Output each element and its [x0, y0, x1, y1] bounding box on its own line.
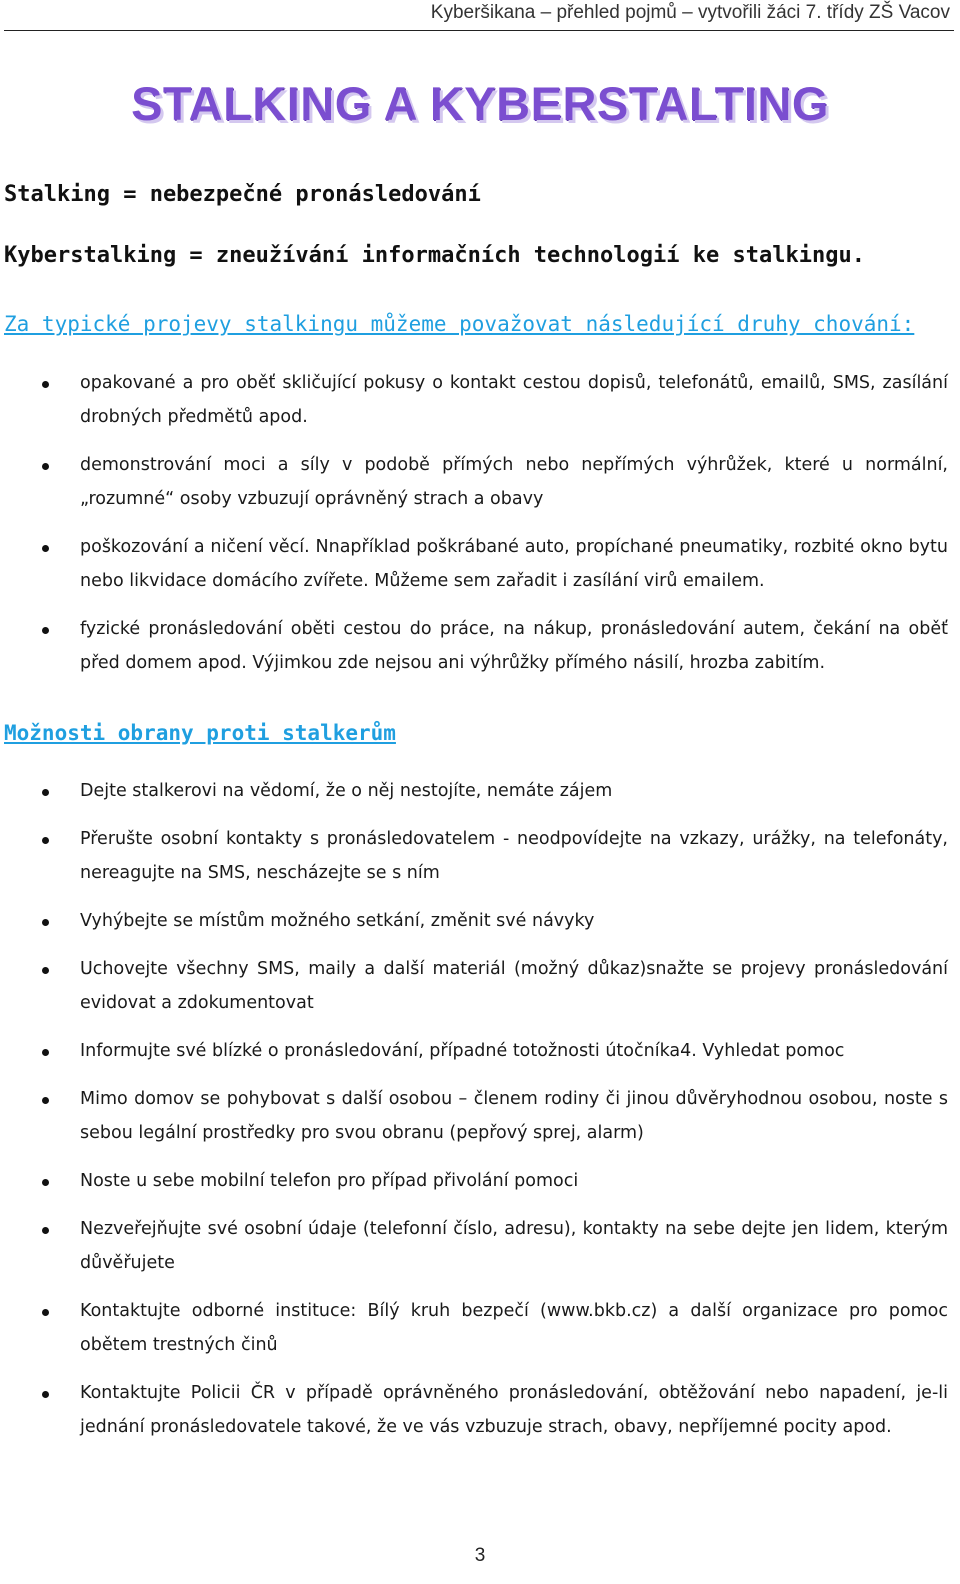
list-item-text: Vyhýbejte se místům možného setkání, změnit své návyky — [80, 911, 595, 931]
list-item — [0, 530, 948, 598]
list-item — [0, 448, 948, 516]
list-item-text: Kontaktujte Policii ČR v případě oprávněného pronásledování, obtěžování nebo napadení, je-li jednání pronásledovatele takové, že ve vás vzbuzuje strach, obavy, nepříjemné pocity apod. — [80, 1383, 948, 1437]
definition-stalking: Stalking = nebezpečné pronásledování — [4, 182, 481, 207]
list-item — [0, 904, 948, 938]
defense-list — [0, 774, 948, 1458]
list-item — [0, 1082, 948, 1150]
list-item-text: fyzické pronásledování oběti cestou do práce, na nákup, pronásledování autem, čekání na oběť před domem apod. Výjimkou zde nejsou ani výhrůžky přímého násilí, hrozba zabitím. — [80, 619, 948, 673]
page-header — [4, 0, 954, 31]
list-item-text: Přerušte osobní kontakty s pronásledovatelem - neodpovídejte na vzkazy, urážky, na telefonáty, nereagujte na SMS, nescházejte se s ním — [80, 829, 948, 883]
list-item — [0, 1034, 948, 1068]
list-item — [0, 1376, 948, 1444]
header-text: Kyberšikana – přehled pojmů – vytvořili žáci 7. třídy ZŠ Vacov — [430, 2, 950, 23]
list-item — [0, 1294, 948, 1362]
list-item — [0, 612, 948, 680]
list-item-text: Nezveřejňujte své osobní údaje (telefonní číslo, adresu), kontakty na sebe dejte jen lidem, kterým důvěřujete — [80, 1219, 948, 1273]
list-item-text: demonstrování moci a síly v podobě přímých nebo nepřímých výhrůžek, které u normální, „rozumné“ osoby vzbuzují oprávněný strach a obavy — [80, 455, 948, 509]
bullet-icon — [42, 967, 49, 974]
bullet-icon — [42, 837, 49, 844]
bullet-icon — [42, 381, 49, 388]
list-item — [0, 366, 948, 434]
section-heading-defense: Možnosti obrany proti stalkerům — [4, 721, 396, 745]
list-item — [0, 774, 948, 808]
bullet-icon — [42, 545, 49, 552]
list-item-text: Informujte své blízké o pronásledování, případné totožnosti útočníka4. Vyhledat pomoc — [80, 1041, 845, 1061]
typical-behavior-list — [0, 366, 948, 694]
bullet-icon — [42, 919, 49, 926]
list-item — [0, 952, 948, 1020]
list-item — [0, 1164, 948, 1198]
bullet-icon — [42, 627, 49, 634]
bullet-icon — [42, 1227, 49, 1234]
bullet-icon — [42, 463, 49, 470]
list-item-text: poškozování a ničení věcí. Nnapříklad poškrábané auto, propíchané pneumatiky, rozbité okno bytu nebo likvidace domácího zvířete. Můžeme sem zařadit i zasílání virů emailem. — [80, 537, 948, 591]
bullet-icon — [42, 1391, 49, 1398]
list-item-text: Noste u sebe mobilní telefon pro případ přivolání pomoci — [80, 1171, 579, 1191]
bullet-icon — [42, 789, 49, 796]
bullet-icon — [42, 1179, 49, 1186]
bullet-icon — [42, 1097, 49, 1104]
list-item — [0, 822, 948, 890]
list-item-text: opakované a pro oběť skličující pokusy o kontakt cestou dopisů, telefonátů, emailů, SMS, zasílání drobných předmětů apod. — [80, 373, 948, 427]
list-item-text: Mimo domov se pohybovat s další osobou – členem rodiny či jinou důvěryhodnou osobou, noste s sebou legální prostředky pro svou obranu (pepřový sprej, alarm) — [80, 1089, 948, 1143]
bullet-icon — [42, 1309, 49, 1316]
section-heading-typical-behavior: Za typické projevy stalkingu můžeme považovat následující druhy chování: — [4, 312, 915, 336]
list-item-text: Kontaktujte odborné instituce: Bílý kruh bezpečí (www.bkb.cz) a další organizace pro pomoc obětem trestných činů — [80, 1301, 948, 1355]
page-number: 3 — [474, 1545, 486, 1566]
list-item-text: Dejte stalkerovi na vědomí, že o něj nestojíte, nemáte zájem — [80, 781, 613, 801]
list-item-text: Uchovejte všechny SMS, maily a další materiál (možný důkaz)snažte se projevy pronásledování evidovat a zdokumentovat — [80, 959, 948, 1013]
definition-kyberstalking: Kyberstalking = zneužívání informačních technologií ke stalkingu. — [4, 243, 865, 268]
page-title: STALKING A KYBERSTALTING — [131, 77, 829, 130]
bullet-icon — [42, 1049, 49, 1056]
list-item — [0, 1212, 948, 1280]
